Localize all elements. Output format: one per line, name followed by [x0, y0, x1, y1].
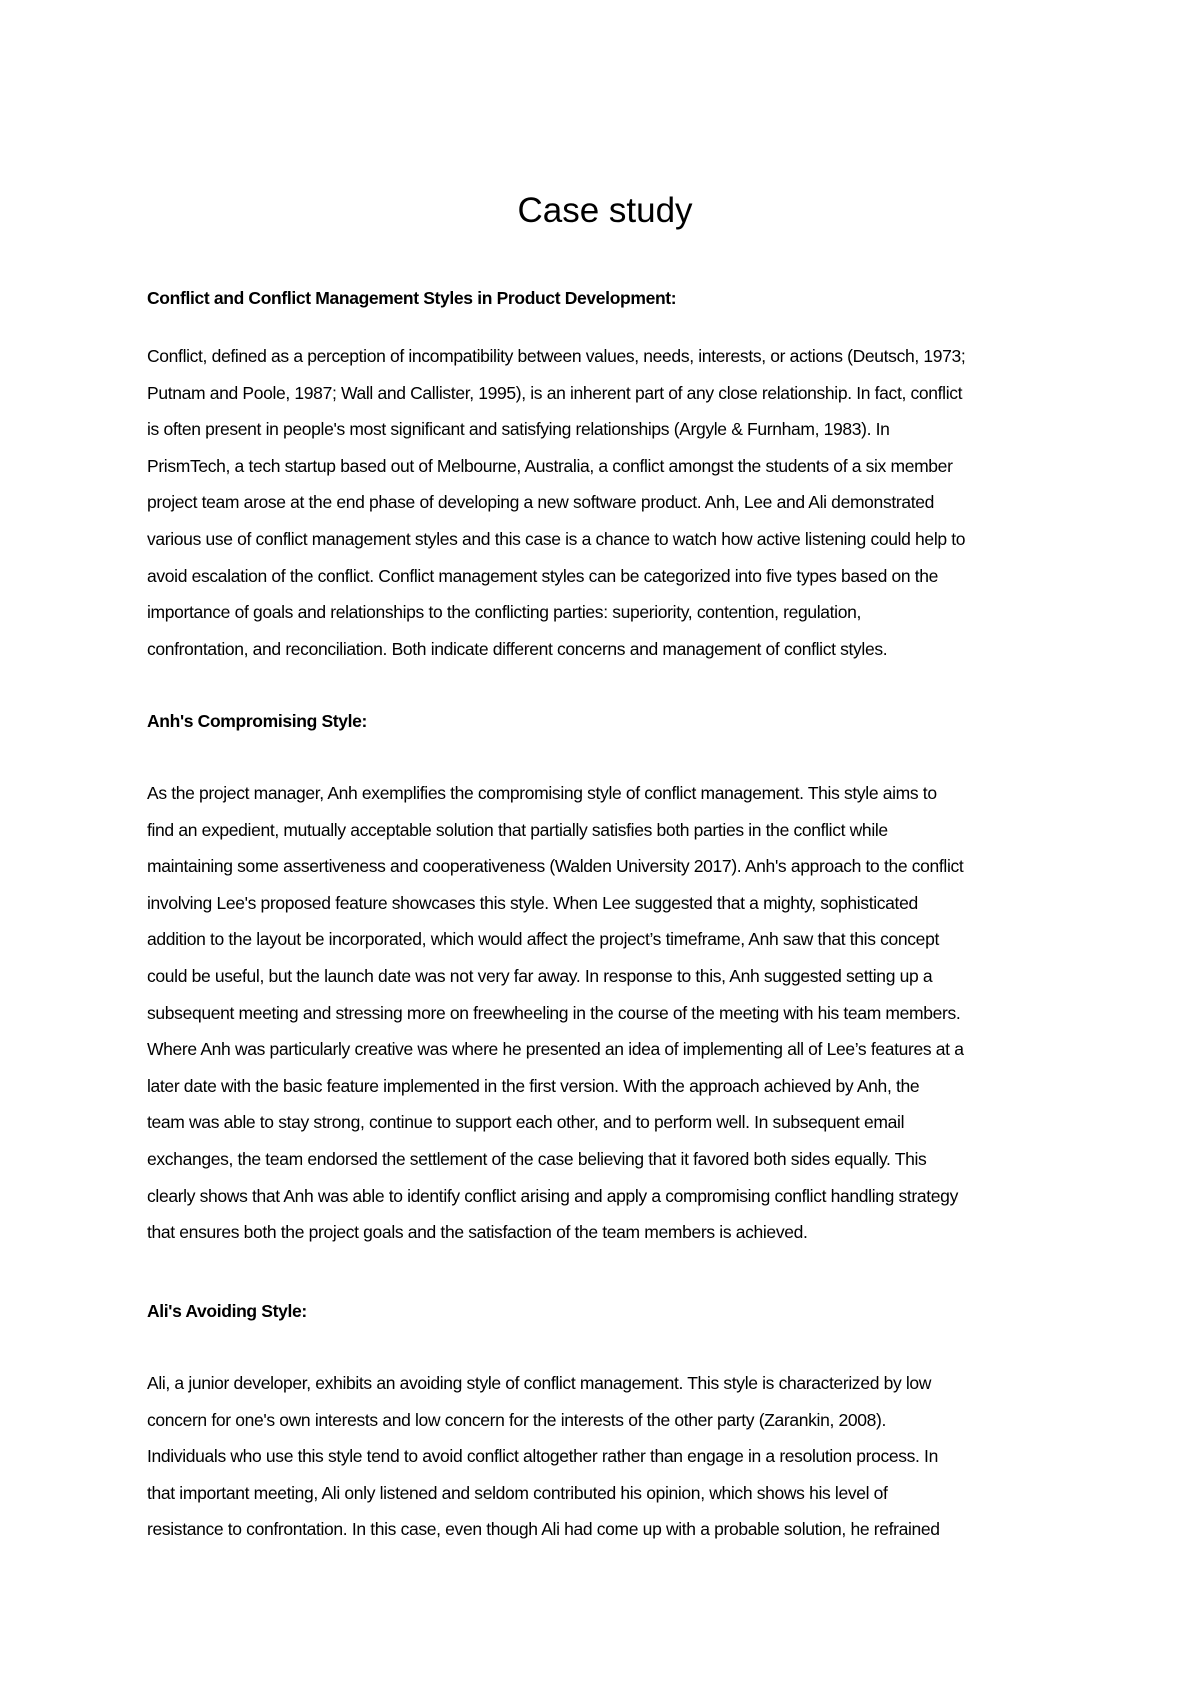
text-line: clearly shows that Anh was able to identify conflict arising and apply a compromising conflict handling strategy — [147, 1185, 958, 1206]
text-line: Where Anh was particularly creative was where he presented an idea of implementing all of Lee’s features at a — [147, 1039, 964, 1060]
text-line: find an expedient, mutually acceptable solution that partially satisfies both parties in the conflict while — [147, 819, 888, 840]
text-line: involving Lee's proposed feature showcases this style. When Lee suggested that a mighty, sophisticated — [147, 892, 918, 913]
text-line: As the project manager, Anh exemplifies the compromising style of conflict management. This style aims to — [147, 783, 937, 803]
text-line: could be useful, but the launch date was not very far away. In response to this, Anh suggested setting up a — [147, 965, 933, 986]
text-line: resistance to confrontation. In this case, even though Ali had come up with a probable solution, he refrained — [147, 1519, 940, 1540]
text-line: that ensures both the project goals and the satisfaction of the team members is achieved. — [147, 1222, 808, 1243]
text-line: various use of conflict management styles and this case is a chance to watch how active listening could help to — [147, 528, 966, 549]
text-line: team was able to stay strong, continue to support each other, and to perform well. In subsequent email — [147, 1112, 905, 1133]
paragraph-conflict-intro — [147, 338, 1063, 667]
section-heading-conflict-styles: Conflict and Conflict Management Styles in Product Development: — [147, 288, 677, 308]
text-line: confrontation, and reconciliation. Both indicate different concerns and management of conflict styles. — [147, 638, 888, 659]
text-line: Putnam and Poole, 1987; Wall and Callister, 1995), is an inherent part of any close relationship. In fact, conflict — [147, 382, 963, 403]
section-heading-anh-compromising: Anh's Compromising Style: — [147, 711, 368, 731]
text-line: maintaining some assertiveness and cooperativeness (Walden University 2017). Anh's approach to the conflict — [147, 856, 964, 877]
text-line: that important meeting, Ali only listened and seldom contributed his opinion, which shows his level of — [147, 1482, 888, 1503]
text-line: avoid escalation of the conflict. Conflict management styles can be categorized into five types based on the — [147, 565, 939, 586]
text-line: importance of goals and relationships to the conflicting parties: superiority, contention, regulation, — [147, 602, 861, 623]
text-line: Individuals who use this style tend to avoid conflict altogether rather than engage in a resolution process. In — [147, 1446, 938, 1467]
text-line: PrismTech, a tech startup based out of Melbourne, Australia, a conflict amongst the students of a six member — [147, 455, 953, 476]
text-line: subsequent meeting and stressing more on freewheeling in the course of the meeting with his team members. — [147, 1002, 961, 1023]
paragraph-anh-compromising — [147, 775, 1063, 1251]
text-line: concern for one's own interests and low concern for the interests of the other party (Zarankin, 2008). — [147, 1409, 887, 1430]
section-heading-ali-avoiding: Ali's Avoiding Style: — [147, 1301, 307, 1321]
text-line: later date with the basic feature implemented in the first version. With the approach achieved by Anh, the — [147, 1075, 920, 1096]
paragraph-ali-avoiding — [147, 1365, 1063, 1548]
text-line: Conflict, defined as a perception of incompatibility between values, needs, interests, or actions (Deutsch, 1973; — [147, 346, 966, 366]
text-line: project team arose at the end phase of developing a new software product. Anh, Lee and Ali demonstrated — [147, 492, 934, 513]
text-line: exchanges, the team endorsed the settlement of the case believing that it favored both sides equally. This — [147, 1148, 927, 1169]
text-line: is often present in people's most significant and satisfying relationships (Argyle & Furnham, 1983). In — [147, 419, 890, 440]
text-line: Ali, a junior developer, exhibits an avoiding style of conflict management. This style is characterized by low — [147, 1373, 932, 1393]
text-line: addition to the layout be incorporated, which would affect the project’s timeframe, Anh saw that this concept — [147, 929, 939, 950]
page-title: Case study — [517, 191, 693, 230]
